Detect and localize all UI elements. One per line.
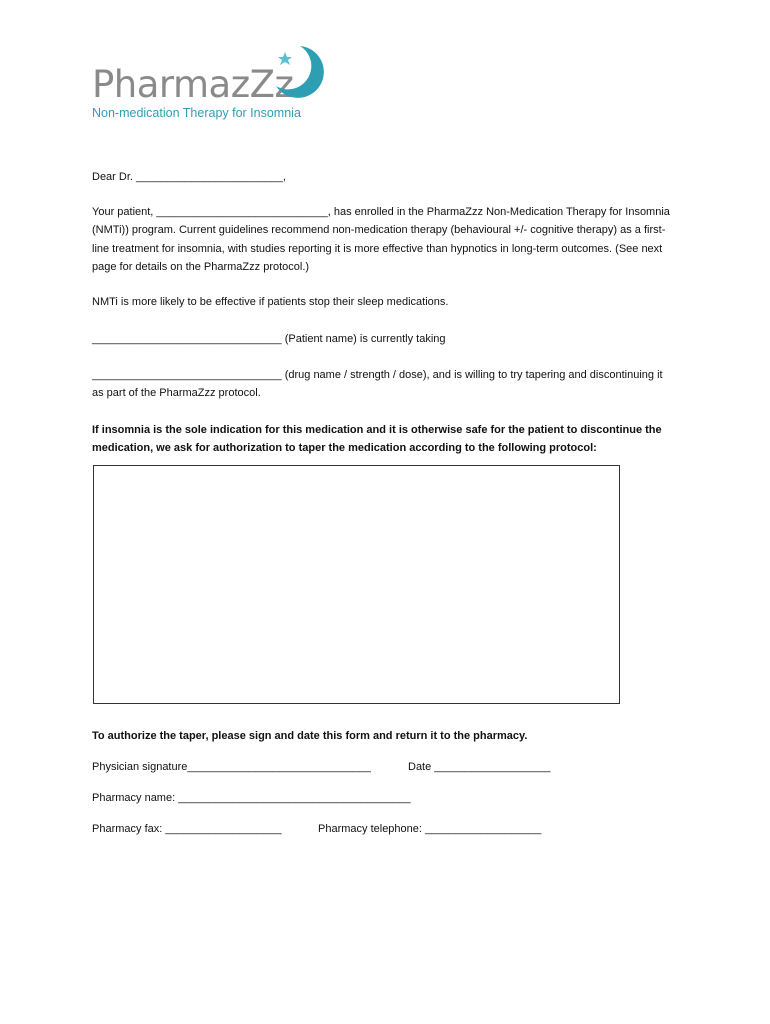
- pharmacy-fax-field: Pharmacy fax: ___________________: [92, 823, 282, 835]
- nmti-note: NMTi is more likely to be effective if patients stop their sleep medications.: [92, 296, 449, 308]
- moon-star-icon: [270, 42, 330, 102]
- pharmacy-telephone-field: Pharmacy telephone: ___________________: [318, 823, 542, 835]
- pharmacy-name-field: Pharmacy name: ______________________________________: [92, 792, 411, 804]
- date-field: Date ___________________: [408, 761, 551, 773]
- logo-wordmark: PharmazZz: [92, 63, 294, 106]
- pharmazzz-logo: [92, 42, 332, 122]
- patient-name-line: _______________________________ (Patient name) is currently taking: [92, 333, 446, 345]
- intro-paragraph: Your patient, ____________________________, has enrolled in the PharmaZzz Non-Medication Therapy for Insomnia (NMTi)) program. Current guidelines recommend non-medication therapy (behavioural +/- cognitive therapy) as a first-line treatment for insomnia, with studies reporting it is more effective than hypnotics in long-term outcomes. (See next page for details on the PharmaZzz protocol.): [92, 206, 670, 274]
- taper-protocol-box: [93, 465, 620, 704]
- drug-line: _______________________________ (drug name / strength / dose), and is willing to try tapering and discontinuing it as part of the PharmaZzz protocol.: [92, 369, 663, 400]
- physician-signature-field: Physician signature______________________________: [92, 761, 371, 773]
- logo-tagline: Non-medication Therapy for Insomnia: [92, 106, 301, 120]
- authorization-request: If insomnia is the sole indication for this medication and it is otherwise safe for the patient to discontinue the medication, we ask for authorization to taper the medication according to the following protocol:: [92, 424, 662, 455]
- salutation: Dear Dr. ________________________,: [92, 171, 286, 183]
- sign-instruction: To authorize the taper, please sign and date this form and return it to the pharmacy.: [92, 730, 528, 742]
